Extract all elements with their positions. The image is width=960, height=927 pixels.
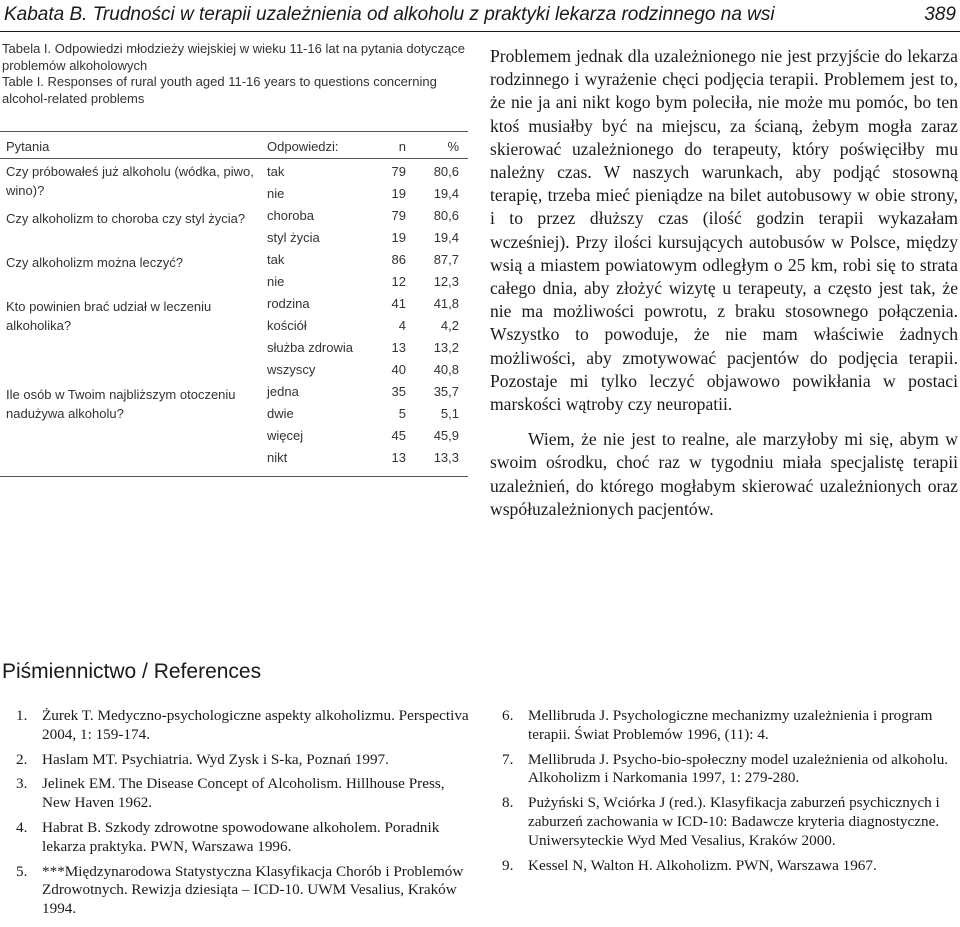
answer-label: dwie	[267, 406, 294, 421]
references-right-column	[502, 707, 957, 881]
table-bottom-rule	[0, 476, 468, 477]
answer-count: 4	[398, 318, 406, 333]
answer-label: styl życia	[267, 230, 320, 245]
answer-label: rodzina	[267, 296, 310, 311]
body-paragraph-2: Wiem, że nie jest to realne, ale marzyłoby mi się, abym w swoim ośrodku, choć raz w tygodniu miała specjalistę terapii uzależnień, do którego mogłabym skierować uzależnionych oraz współuzależnionych pacjentów.	[490, 429, 958, 519]
question-5: Ile osób w Twoim najbliższym otoczeniu nadużywa alkoholu?	[6, 387, 236, 421]
answer-percent: 4,2	[440, 318, 459, 333]
answer-label: więcej	[267, 428, 304, 443]
answer-percent: 45,9	[433, 428, 459, 443]
reference-text: Haslam MT. Psychiatria. Wyd Zysk i S-ka, Poznań 1997.	[42, 750, 389, 768]
references-heading: Piśmiennictwo / References	[2, 660, 262, 683]
question-1: Czy próbowałeś już alkoholu (wódka, piwo, wino)?	[6, 164, 254, 198]
reference-number: 8.	[502, 794, 514, 812]
page-number: 389	[924, 4, 956, 25]
table-header-rule	[0, 158, 468, 159]
header-questions: Pytania	[6, 139, 50, 154]
answer-count: 40	[391, 362, 406, 377]
reference-number: 6.	[502, 707, 514, 724]
answer-percent: 87,7	[433, 252, 459, 267]
question-2: Czy alkoholizm to choroba czy styl życia?	[6, 211, 246, 226]
answer-label: nikt	[267, 450, 288, 465]
answer-percent: 40,8	[433, 362, 459, 377]
answer-percent: 80,6	[433, 164, 459, 179]
answer-percent: 13,2	[433, 340, 459, 355]
reference-item	[16, 863, 471, 919]
body-text	[490, 45, 958, 521]
answer-count: 79	[391, 164, 406, 179]
reference-item	[502, 751, 957, 789]
caption-polish: Tabela I. Odpowiedzi młodzieży wiejskiej w wieku 11-16 lat na pytania dotyczące problemów alkoholowych	[2, 41, 465, 73]
answer-percent: 41,8	[433, 296, 459, 311]
reference-number: 3.	[16, 775, 28, 793]
answer-count: 35	[391, 384, 406, 399]
running-header	[0, 0, 960, 34]
answer-percent: 35,7	[433, 384, 459, 399]
caption-english: Table I. Responses of rural youth aged 11-16 years to questions concerning alcohol-related problems	[2, 74, 437, 106]
header-n: n	[398, 139, 406, 154]
reference-item	[502, 794, 957, 850]
answer-percent: 12,3	[433, 274, 459, 289]
answer-percent: 19,4	[433, 186, 459, 201]
answer-label: wszyscy	[267, 362, 316, 377]
answer-label: kościół	[267, 318, 307, 333]
question-4: Kto powinien brać udział w leczeniu alkoholika?	[6, 299, 212, 333]
answer-count: 5	[398, 406, 406, 421]
references-left-column	[16, 707, 471, 925]
reference-text: Żurek T. Medyczno-psychologiczne aspekty alkoholizmu. Perspectiva 2004, 1: 159-174.	[42, 707, 469, 743]
reference-item	[16, 751, 471, 770]
answer-label: nie	[267, 274, 285, 289]
reference-text: Mellibruda J. Psycho-bio-społeczny model uzależnienia od alkoholu. Alkoholizm i Narkomania 1997, 1: 279-280.	[528, 750, 949, 787]
running-title: Kabata B. Trudności w terapii uzależnienia od alkoholu z praktyki lekarza rodzinnego na wsi	[4, 4, 775, 25]
reference-text: Kessel N, Walton H. Alkoholizm. PWN, Warszawa 1967.	[528, 856, 877, 874]
answer-count: 45	[391, 428, 406, 443]
reference-item	[16, 775, 471, 813]
header-percent: %	[447, 139, 459, 154]
reference-text: Pużyński S, Wciórka J (red.). Klasyfikacja zaburzeń psychicznych i zaburzeń zachowania w ICD-10: Badawcze kryteria diagnostyczne. Uniwersyteckie Wyd Med Vesalius, Kraków 2000.	[528, 794, 940, 849]
answer-count: 12	[391, 274, 406, 289]
answer-label: służba zdrowia	[267, 340, 353, 355]
table-caption	[2, 41, 470, 107]
reference-text: Jelinek EM. The Disease Concept of Alcoholism. Hillhouse Press, New Haven 1962.	[42, 775, 445, 812]
reference-number: 4.	[16, 818, 28, 836]
answer-label: jedna	[267, 384, 299, 399]
header-answers: Odpowiedzi:	[267, 139, 339, 154]
reference-number: 1.	[16, 707, 28, 724]
answer-count: 41	[391, 296, 406, 311]
reference-item	[16, 819, 471, 857]
reference-number: 5.	[16, 862, 28, 880]
answer-percent: 13,3	[433, 450, 459, 465]
answer-count: 19	[391, 186, 406, 201]
reference-text: ***Międzynarodowa Statystyczna Klasyfikacja Chorób i Problemów Zdrowotnych. Rewizja dziesiąta – ICD-10. UWM Vesalius, Kraków 1994.	[42, 862, 464, 918]
reference-item	[502, 857, 957, 876]
reference-number: 9.	[502, 856, 514, 874]
header-rule	[0, 31, 960, 32]
reference-item	[502, 707, 957, 745]
answer-label: choroba	[267, 208, 314, 223]
answer-label: tak	[267, 164, 285, 179]
reference-text: Mellibruda J. Psychologiczne mechanizmy uzależnienia i program terapii. Świat Problemów 1996, (11): 4.	[528, 707, 933, 743]
answer-count: 79	[391, 208, 406, 223]
answer-percent: 5,1	[440, 406, 459, 421]
reference-text: Habrat B. Szkody zdrowotne spowodowane alkoholem. Poradnik lekarza praktyka. PWN, Warszawa 1996.	[42, 818, 440, 855]
question-3: Czy alkoholizm można leczyć?	[6, 255, 184, 270]
answer-percent: 19,4	[433, 230, 459, 245]
reference-number: 2.	[16, 750, 28, 768]
answer-count: 19	[391, 230, 406, 245]
reference-number: 7.	[502, 750, 514, 768]
reference-item	[16, 707, 471, 745]
answer-count: 13	[391, 450, 406, 465]
answer-label: nie	[267, 186, 285, 201]
table-top-rule	[0, 131, 468, 132]
answer-label: tak	[267, 252, 285, 267]
answer-percent: 80,6	[433, 208, 459, 223]
body-paragraph-1: Problemem jednak dla uzależnionego nie jest przyjście do lekarza rodzinnego i wyrażenie chęci podjęcia terapii. Problemem jest to, że nie ja ani nikt kogo bym poleciła, nie może mu pomóc, bo ten ktoś musiałby być na miejscu, za ścianą, żebym mogła zaraz skierować uzależnionego do terapeuty, który poświęciłby mu należny czas. W naszych warunkach, aby podjąć stosowną terapię, trzeba mieć pieniądze na bilet autobusowy w obie strony, i to przez dłuższy czas (ilość godzin terapii wykazałam wcześniej). Przy ilości kursujących autobusów w Polsce, między wsią a miastem powiatowym odległym o 25 km, robi się to strata całego dnia, aby złożyć wizytę u terapeuty, a często jest tak, że nie ma możliwości powrotu, z braku stosownego połączenia. Wszystko to powoduje, że nie mam właściwie żadnych możliwości, aby zmotywować pacjentów do podjęcia terapii. Pozostaje mi tylko leczyć objawowo powikłania w postaci marskości wątroby czy neuropatii.	[490, 46, 958, 415]
answer-count: 86	[391, 252, 406, 267]
answer-count: 13	[391, 340, 406, 355]
